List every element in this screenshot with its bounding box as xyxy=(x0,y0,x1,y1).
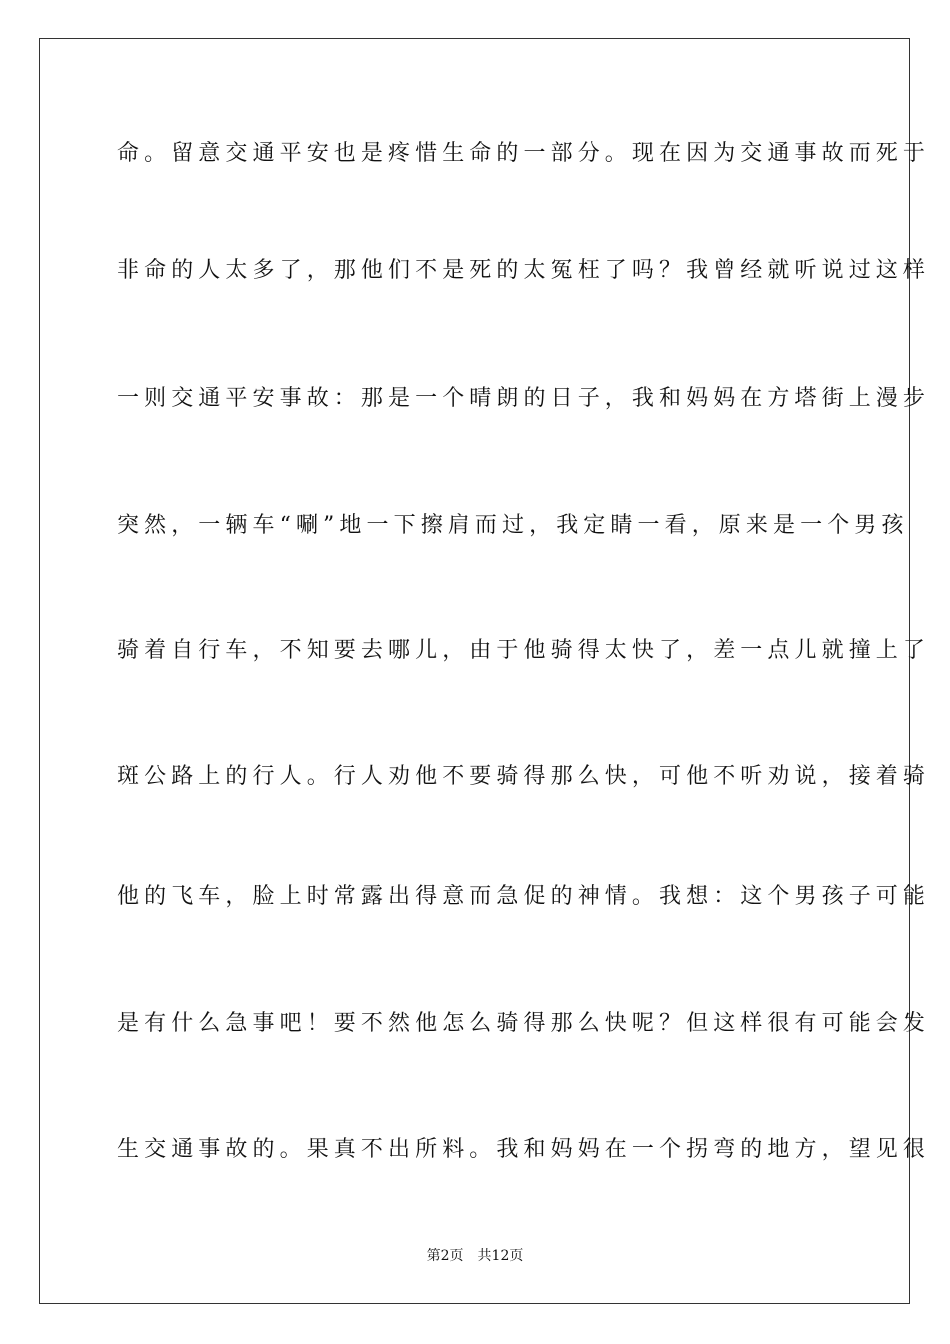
text-line-2: 非命的人太多了，那他们不是死的太冤枉了吗？我曾经就听说过这样 xyxy=(117,258,931,283)
text-line-1: 命。留意交通平安也是疼惜生命的一部分。现在因为交通事故而死于 xyxy=(117,141,931,166)
text-line-9: 生交通事故的。果真不出所料。我和妈妈在一个拐弯的地方，望见很 xyxy=(117,1137,931,1162)
page-footer xyxy=(0,1247,950,1265)
page-total: 共12页 xyxy=(477,1248,524,1264)
page-border xyxy=(39,38,931,1304)
text-line-8: 是有什么急事吧！要不然他怎么骑得那么快呢？但这样很有可能会发 xyxy=(117,1011,931,1036)
text-line-7: 他的飞车，脸上时常露出得意而急促的神情。我想：这个男孩子可能 xyxy=(117,884,931,909)
text-line-5: 骑着自行车，不知要去哪儿，由于他骑得太快了，差一点儿就撞上了 xyxy=(117,638,931,663)
page-number: 第2页 xyxy=(426,1248,464,1264)
text-line-6: 斑公路上的行人。行人劝他不要骑得那么快，可他不听劝说，接着骑 xyxy=(117,764,931,789)
text-line-3: 一则交通平安事故：那是一个晴朗的日子，我和妈妈在方塔街上漫步 xyxy=(117,386,931,411)
text-line-4: 突然，一辆车“唰”地一下擦肩而过，我定睛一看，原来是一个男孩 xyxy=(117,513,909,538)
